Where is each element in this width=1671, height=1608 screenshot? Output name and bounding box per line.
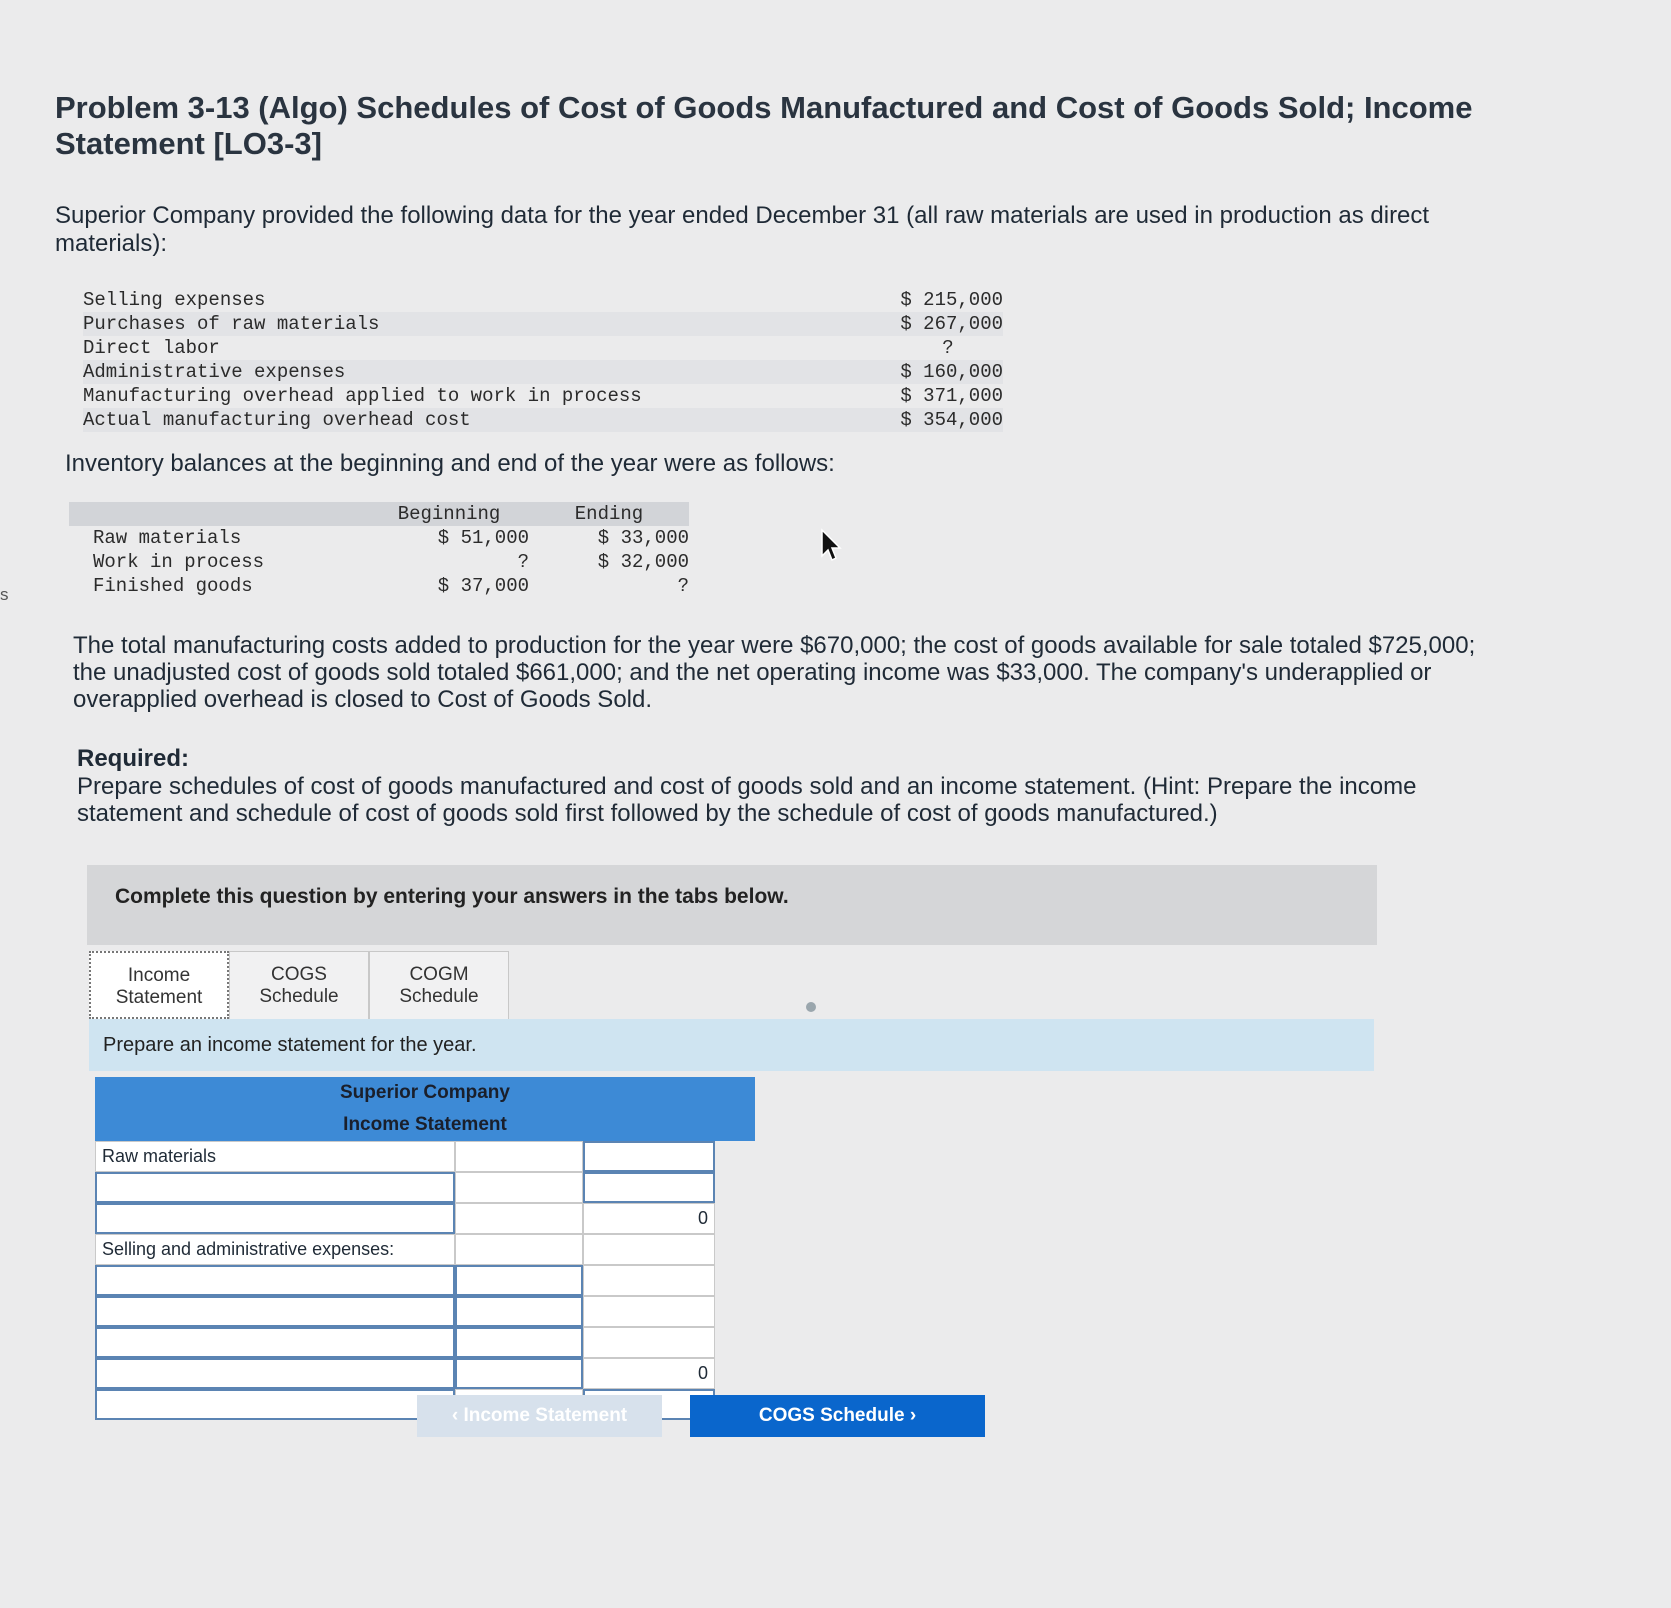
data-value: $ 354,000: [900, 409, 1003, 431]
inventory-cell: ?: [517, 551, 529, 573]
inventory-intro: Inventory balances at the beginning and end of the year were as follows:: [65, 450, 835, 477]
problem-page: [55, 90, 1615, 1420]
amount-cell: [583, 1327, 715, 1358]
amount-input[interactable]: [455, 1265, 583, 1296]
next-tab-button[interactable]: [690, 1395, 985, 1437]
data-row: [83, 360, 1003, 384]
table-row: [95, 1265, 755, 1296]
prev-tab-label: Income Statement: [463, 1405, 628, 1426]
data-label: Purchases of raw materials: [83, 313, 380, 335]
inventory-header-cell: Ending: [574, 503, 644, 525]
data-value: $ 371,000: [900, 385, 1003, 407]
amount-cell: [583, 1234, 715, 1265]
amount-cell: [455, 1172, 583, 1203]
line-item-select[interactable]: Raw materials: [95, 1141, 455, 1172]
data-table: [83, 288, 1003, 432]
amount-cell: [455, 1141, 583, 1172]
table-row: [95, 1203, 755, 1234]
chevron-left-icon: ‹: [451, 1405, 459, 1426]
inventory-header-cell: [69, 502, 369, 526]
inventory-cell: Raw materials: [93, 527, 242, 549]
tab-label-line: Schedule: [399, 986, 479, 1007]
amount-input[interactable]: [455, 1296, 583, 1327]
line-item-select[interactable]: [95, 1296, 455, 1327]
amount-input[interactable]: [455, 1327, 583, 1358]
amount-input[interactable]: [583, 1172, 715, 1203]
inventory-cell: ?: [677, 575, 689, 597]
amount-cell: [455, 1203, 583, 1234]
tab-income-statement[interactable]: [89, 951, 229, 1019]
tab-bar: [89, 951, 1615, 1019]
data-value: $ 267,000: [900, 313, 1003, 335]
given-totals-paragraph: The total manufacturing costs added to production for the year were $670,000; the cost of goods available for sale totaled $725,000; the unadjusted cost of goods sold totaled $661,000; and the net operating income was $33,000. The company's underapplied or overapplied overhead is closed to Cost of Goods Sold.: [73, 632, 1476, 713]
section-label: Selling and administrative expenses:: [95, 1234, 455, 1265]
required-heading: Required:: [77, 745, 190, 772]
tab-label-line: Schedule: [259, 986, 339, 1007]
table-row: [95, 1141, 755, 1172]
inventory-header: [69, 502, 689, 526]
data-value: ?: [942, 337, 954, 359]
mouse-pointer-icon: [820, 528, 842, 562]
data-row: [83, 336, 1003, 360]
line-item-select[interactable]: [95, 1172, 455, 1203]
inventory-cell: $ 33,000: [597, 527, 689, 549]
table-row: [95, 1358, 755, 1389]
statement-title: Income Statement: [343, 1114, 507, 1135]
table-row: [95, 1234, 755, 1265]
required-text: Prepare schedules of cost of goods manufactured and cost of goods sold and an income statement. (Hint: Prepare the income statement and schedule of cost of goods sold first followed by the schedule of cost of goods manufactured.): [77, 773, 1417, 827]
loading-indicator-icon: [806, 1002, 816, 1012]
data-value: $ 160,000: [900, 361, 1003, 383]
income-statement-form: [95, 1077, 755, 1420]
table-row: [95, 1296, 755, 1327]
data-label: Direct labor: [83, 337, 220, 359]
table-row: [69, 526, 689, 550]
company-name: Superior Company: [340, 1082, 510, 1103]
amount-cell: [455, 1234, 583, 1265]
page-title: Problem 3-13 (Algo) Schedules of Cost of Goods Manufactured and Cost of Goods Sold; Income Statement [LO3-3]: [55, 90, 1473, 161]
tab-navigation: [417, 1395, 985, 1437]
amount-cell: [583, 1265, 715, 1296]
amount-input[interactable]: [583, 1141, 715, 1172]
data-label: Administrative expenses: [83, 361, 346, 383]
tab-cogm-schedule[interactable]: [369, 951, 509, 1019]
data-row: [83, 408, 1003, 432]
tab-cogs-schedule[interactable]: [229, 951, 369, 1019]
chevron-right-icon: ›: [909, 1405, 917, 1426]
instructions-banner: Complete this question by entering your answers in the tabs below.: [87, 865, 1377, 945]
tab-label-line: Income: [127, 965, 191, 986]
inventory-table: [69, 502, 689, 598]
tab-instruction: Prepare an income statement for the year.: [89, 1019, 1374, 1071]
prev-tab-button[interactable]: [417, 1395, 662, 1437]
inventory-cell: $ 37,000: [437, 575, 529, 597]
table-row: [95, 1172, 755, 1203]
inventory-header-cell: Beginning: [397, 503, 501, 525]
inventory-cell: $ 51,000: [437, 527, 529, 549]
data-row: [83, 288, 1003, 312]
tab-label-line: Statement: [115, 987, 203, 1008]
data-label: Manufacturing overhead applied to work in process: [83, 385, 642, 407]
data-row: [83, 384, 1003, 408]
line-item-select[interactable]: [95, 1203, 455, 1234]
tab-label-line: COGM: [409, 964, 469, 985]
inventory-cell: $ 32,000: [597, 551, 689, 573]
statement-header: [95, 1077, 755, 1141]
data-label: Actual manufacturing overhead cost: [83, 409, 471, 431]
data-value: $ 215,000: [900, 289, 1003, 311]
intro-text: Superior Company provided the following data for the year ended December 31 (all raw materials are used in production as direct materials):: [55, 202, 1430, 257]
data-label: Selling expenses: [83, 289, 266, 311]
table-row: [95, 1327, 755, 1358]
line-item-select[interactable]: [95, 1389, 455, 1420]
line-item-select[interactable]: [95, 1265, 455, 1296]
line-item-select[interactable]: [95, 1327, 455, 1358]
table-row: [69, 574, 689, 598]
tab-label-line: COGS: [271, 964, 327, 985]
inventory-cell: Work in process: [93, 551, 265, 573]
line-item-select[interactable]: [95, 1358, 455, 1389]
inventory-cell: Finished goods: [93, 575, 253, 597]
next-tab-label: COGS Schedule: [758, 1405, 905, 1426]
table-row: [69, 550, 689, 574]
subtotal-value: 0: [583, 1203, 715, 1234]
subtotal-value: 0: [583, 1358, 715, 1389]
amount-input[interactable]: [455, 1358, 583, 1389]
amount-cell: [583, 1296, 715, 1327]
edge-letter: s: [0, 585, 9, 604]
data-row: [83, 312, 1003, 336]
